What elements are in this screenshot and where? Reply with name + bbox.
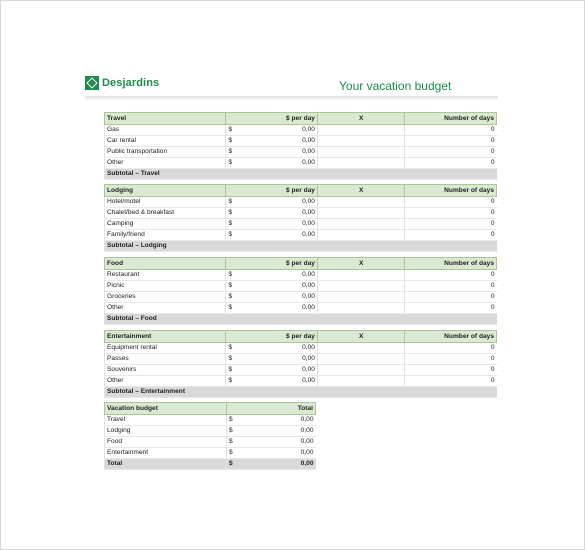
total-label: Total — [105, 459, 227, 470]
subtotal-row — [105, 241, 497, 252]
multiply-header: X — [317, 185, 404, 197]
total-amount: $ 0,00 — [227, 459, 316, 470]
days-header: Number of days — [405, 185, 497, 197]
empty-cell — [317, 303, 404, 314]
days-cell[interactable]: 0 — [405, 219, 497, 230]
amount-cell[interactable]: $ 0,00 — [226, 197, 318, 208]
amount-cell[interactable]: $ 0,00 — [226, 303, 318, 314]
days-header: Number of days — [405, 113, 497, 125]
amount-cell[interactable]: $ 0,00 — [226, 219, 318, 230]
brand-name: Desjardins — [102, 77, 160, 89]
amount-cell: $ 0,00 — [227, 426, 316, 437]
table-row — [105, 219, 497, 230]
row-label: Chalet/bed & breakfast — [105, 208, 226, 219]
table-row — [105, 415, 316, 426]
row-label: Passes — [105, 354, 226, 365]
row-label: Family/friend — [105, 230, 226, 241]
days-cell[interactable]: 0 — [405, 354, 497, 365]
table-row — [105, 365, 497, 376]
empty-cell — [317, 125, 404, 136]
multiply-header: X — [317, 113, 404, 125]
row-label: Picnic — [105, 281, 226, 292]
amount-cell[interactable]: $ 0,00 — [226, 343, 318, 354]
subtotal-label: Subtotal – Entertainment — [105, 387, 497, 398]
subtotal-label: Subtotal – Food — [105, 314, 497, 325]
table-row — [105, 208, 497, 219]
entertainment-table — [104, 330, 497, 398]
amount-cell: $ 0,00 — [227, 437, 316, 448]
empty-cell — [317, 136, 404, 147]
table-row — [105, 292, 497, 303]
row-label: Other — [105, 158, 226, 169]
days-cell[interactable]: 0 — [405, 136, 497, 147]
days-cell[interactable]: 0 — [405, 365, 497, 376]
per-day-header: $ per day — [226, 185, 318, 197]
lodging-table — [104, 184, 497, 252]
row-label: Restaurant — [105, 270, 226, 281]
row-label: Car rental — [105, 136, 226, 147]
table-row — [105, 426, 316, 437]
amount-cell: $ 0,00 — [227, 415, 316, 426]
row-label: Food — [105, 437, 227, 448]
days-cell[interactable]: 0 — [405, 281, 497, 292]
table-row — [105, 125, 497, 136]
subtotal-label: Subtotal – Travel — [105, 169, 497, 180]
table-header — [105, 113, 497, 125]
days-cell[interactable]: 0 — [405, 292, 497, 303]
table-header — [105, 258, 497, 270]
empty-cell — [317, 147, 404, 158]
table-row — [105, 230, 497, 241]
empty-cell — [317, 208, 404, 219]
days-cell[interactable]: 0 — [405, 230, 497, 241]
empty-cell — [317, 219, 404, 230]
subtotal-row — [105, 314, 497, 325]
vacation-budget-table — [104, 402, 316, 470]
empty-cell — [317, 292, 404, 303]
row-label: Gas — [105, 125, 226, 136]
days-cell[interactable]: 0 — [405, 270, 497, 281]
brand-logo — [85, 76, 159, 90]
subtotal-label: Subtotal – Lodging — [105, 241, 497, 252]
amount-cell[interactable]: $ 0,00 — [226, 230, 318, 241]
amount-cell[interactable]: $ 0,00 — [226, 208, 318, 219]
section-title: Entertainment — [105, 331, 226, 343]
subtotal-row — [105, 387, 497, 398]
amount-cell[interactable]: $ 0,00 — [226, 158, 318, 169]
table-row — [105, 281, 497, 292]
desjardins-logo-icon — [85, 76, 99, 90]
row-label: Souvenirs — [105, 365, 226, 376]
empty-cell — [317, 270, 404, 281]
days-cell[interactable]: 0 — [405, 208, 497, 219]
table-row — [105, 343, 497, 354]
row-label: Groceries — [105, 292, 226, 303]
row-label: Entertainment — [105, 448, 227, 459]
days-header: Number of days — [405, 331, 497, 343]
row-label: Other — [105, 303, 226, 314]
empty-cell — [317, 281, 404, 292]
summary-title: Vacation budget — [105, 403, 227, 415]
amount-cell[interactable]: $ 0,00 — [226, 365, 318, 376]
table-row — [105, 448, 316, 459]
amount-cell[interactable]: $ 0,00 — [226, 125, 318, 136]
row-label: Lodging — [105, 426, 227, 437]
table-row — [105, 136, 497, 147]
days-header: Number of days — [405, 258, 497, 270]
amount-cell[interactable]: $ 0,00 — [226, 376, 318, 387]
empty-cell — [317, 158, 404, 169]
empty-cell — [317, 230, 404, 241]
section-title: Food — [105, 258, 226, 270]
days-cell[interactable]: 0 — [405, 376, 497, 387]
table-row — [105, 197, 497, 208]
amount-cell: $ 0,00 — [227, 448, 316, 459]
table-header — [105, 403, 316, 415]
table-row — [105, 437, 316, 448]
header-divider — [85, 96, 498, 100]
days-cell[interactable]: 0 — [405, 197, 497, 208]
per-day-header: $ per day — [226, 331, 318, 343]
total-header: Total — [227, 403, 316, 415]
days-cell[interactable]: 0 — [405, 303, 497, 314]
days-cell[interactable]: 0 — [405, 147, 497, 158]
amount-cell[interactable]: $ 0,00 — [226, 136, 318, 147]
empty-cell — [317, 354, 404, 365]
per-day-header: $ per day — [226, 258, 318, 270]
row-label: Travel — [105, 415, 227, 426]
days-cell[interactable]: 0 — [405, 125, 497, 136]
table-row — [105, 303, 497, 314]
row-label: Equipment rental — [105, 343, 226, 354]
table-row — [105, 147, 497, 158]
table-row — [105, 354, 497, 365]
multiply-header: X — [317, 258, 404, 270]
per-day-header: $ per day — [226, 113, 318, 125]
amount-cell[interactable]: $ 0,00 — [226, 292, 318, 303]
section-title: Travel — [105, 113, 226, 125]
amount-cell[interactable]: $ 0,00 — [226, 270, 318, 281]
amount-cell[interactable]: $ 0,00 — [226, 147, 318, 158]
table-row — [105, 376, 497, 387]
empty-cell — [317, 376, 404, 387]
empty-cell — [317, 365, 404, 376]
table-row — [105, 270, 497, 281]
subtotal-row — [105, 169, 497, 180]
travel-table — [104, 112, 497, 180]
table-row — [105, 158, 497, 169]
table-header — [105, 185, 497, 197]
row-label: Camping — [105, 219, 226, 230]
empty-cell — [317, 343, 404, 354]
section-title: Lodging — [105, 185, 226, 197]
table-header — [105, 331, 497, 343]
multiply-header: X — [317, 331, 404, 343]
food-table — [104, 257, 497, 325]
row-label: Other — [105, 376, 226, 387]
amount-cell[interactable]: $ 0,00 — [226, 354, 318, 365]
amount-cell[interactable]: $ 0,00 — [226, 281, 318, 292]
empty-cell — [317, 197, 404, 208]
days-cell[interactable]: 0 — [405, 343, 497, 354]
row-label: Hotel/motel — [105, 197, 226, 208]
row-label: Public transportation — [105, 147, 226, 158]
total-row — [105, 459, 316, 470]
days-cell[interactable]: 0 — [405, 158, 497, 169]
page-title: Your vacation budget — [339, 79, 452, 93]
